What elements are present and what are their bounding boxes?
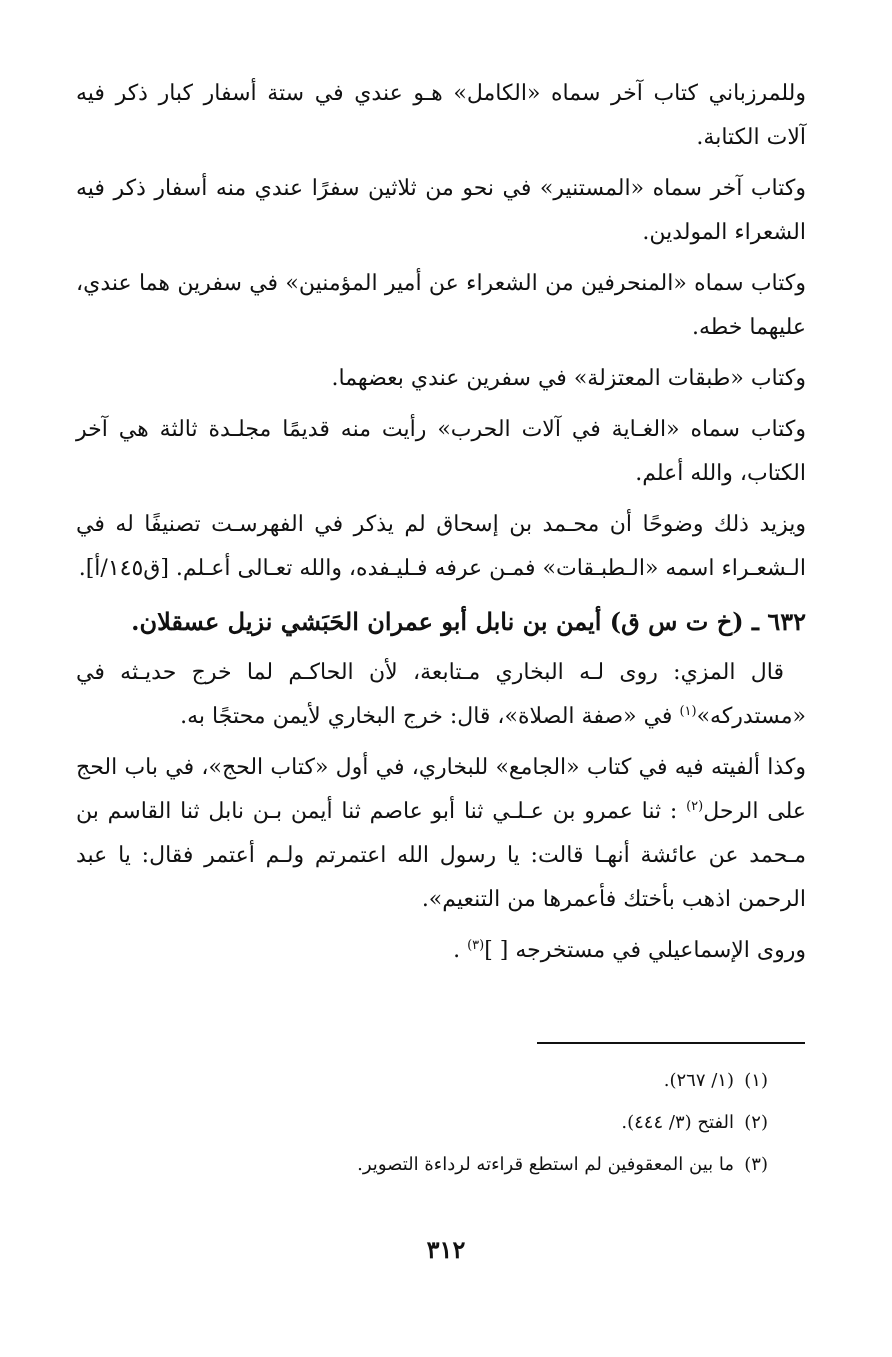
entry-text: وكذا ألفيته فيه في كتاب «الجامع» للبخاري، في أول «كتاب الحج»، في باب الحج على الرحل	[76, 755, 806, 824]
footnote-number: (١)	[744, 1070, 768, 1091]
paragraph-tabaqat-mutazila: وكتاب «طبقات المعتزلة» في سفرين عندي بعضهما.	[331, 366, 806, 391]
footnote-2	[76, 1102, 806, 1144]
entry-paragraph-jami	[76, 746, 806, 922]
page-body	[76, 72, 806, 980]
paragraph-kamil: وللمرزباني كتاب آخر سماه «الكامل» هـو عندي في ستة أسفار كبار ذكر فيه آلات الكتابة.	[76, 81, 806, 150]
entry-text: .	[453, 938, 468, 963]
footnote-3	[76, 1144, 806, 1186]
page-number: ٣١٢	[426, 1235, 466, 1264]
entry-text: قال المزي: روى لـه البخاري مـتابعة، لأن الحاكـم لما خرج حديـثه في «مستدركه»	[76, 660, 806, 729]
footnotes	[76, 1060, 806, 1186]
paragraph-munharifin: وكتاب سماه «المنحرفين من الشعراء عن أمير المؤمنين» في سفرين هما عندي، عليهما خطه.	[76, 271, 806, 340]
entry-paragraph-ismaili	[76, 929, 806, 973]
footnote-text: الفتح (٣/ ٤٤٤).	[621, 1112, 734, 1133]
footnote-text: (١/ ٢٦٧).	[663, 1070, 734, 1091]
entry-text: وروى الإسماعيلي في مستخرجه [ ]	[484, 938, 806, 963]
footnote-ref-3: (٣)	[467, 938, 485, 953]
footnote-1	[76, 1060, 806, 1102]
paragraph-ghaya: وكتاب سماه «الغـاية في آلات الحرب» رأيت منه قديمًا مجلـدة ثالثة هي آخر الكتاب، والله أعلم.	[76, 417, 806, 486]
entry-text: : ثنا عمرو بن عـلـي ثنا أبو عاصم ثنا أيمن بـن نابل ثنا القاسم بن مـحمد عن عائشة أنهـا قالت: يا رسول الله اعتمرتم ولـم أعتمر فقال: يا عبد الرحمن اذهب بأختك فأعمرها من التنعيم».	[76, 799, 806, 912]
paragraph-mustanir: وكتاب آخر سماه «المستنير» في نحو من ثلاثين سفرًا عندي منه أسفار ذكر فيه الشعراء المولدين.	[76, 176, 807, 245]
footnote-number: (٣)	[744, 1154, 768, 1175]
entry-paragraph-mizzi	[76, 651, 806, 739]
footnote-ref-1: (١)	[679, 704, 697, 719]
footnote-ref-2: (٢)	[686, 799, 704, 814]
footnote-number: (٢)	[744, 1112, 768, 1133]
entry-text: في «صفة الصلاة»، قال: خرج البخاري لأيمن محتجًا به.	[180, 704, 680, 729]
paragraph-fihrist: ويزيد ذلك وضوحًا أن محـمد بن إسحاق لم يذكر في الفهرسـت تصنيفًا له في الـشعـراء اسمه «الـطبـقات» فمـن عرفه فـليـفده، والله تعـالى أعـلم. [ق١٤٥/أ].	[76, 512, 806, 581]
footnote-divider	[537, 1042, 805, 1044]
footnote-text: ما بين المعقوفين لم استطع قراءته لرداءة التصوير.	[357, 1154, 734, 1175]
entry-heading: ٦٣٢ ـ (خ ت س ق) أيمن بن نابل أبو عمران الحَبَشي نزيل عسقلان.	[131, 607, 806, 636]
